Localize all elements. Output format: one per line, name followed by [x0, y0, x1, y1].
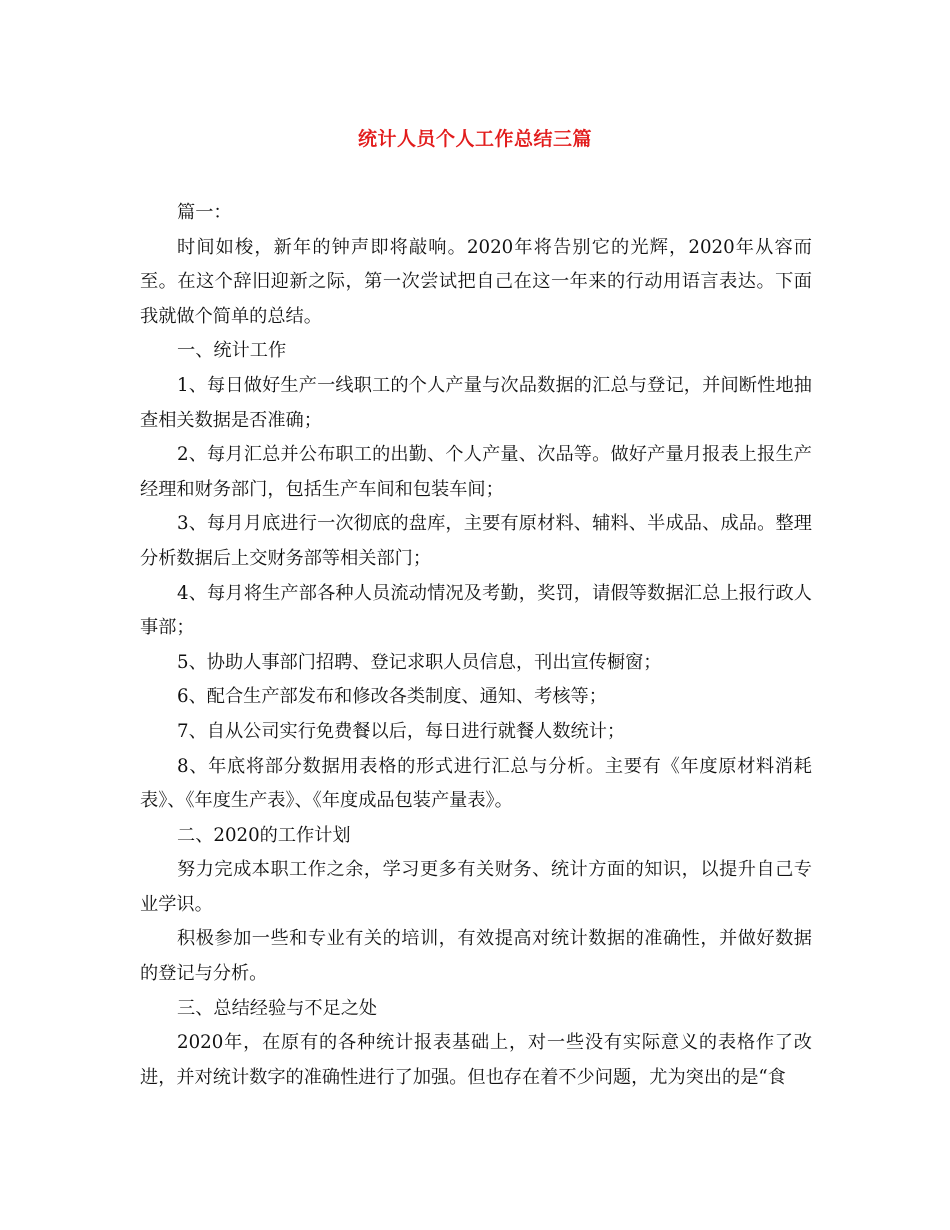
list-item: 4、每月将生产部各种人员流动情况及考勤，奖罚，请假等数据汇总上报行政人事部；	[140, 582, 812, 639]
list-item: 2、每月汇总并公布职工的出勤、个人产量、次品等。做好产量月报表上报生产经理和财务部门，包括生产车间和包装车间；	[140, 444, 812, 500]
paragraph: 2020年，在原有的各种统计报表基础上，对一些没有实际意义的表格作了改进，并对统计数字的准确性进行了加强。但也存在着不少问题，尤为突出的是“食	[140, 1032, 812, 1088]
list-item: 1、每日做好生产一线职工的个人产量与次品数据的汇总与登记，并间断性地抽查相关数据是否准确；	[140, 374, 812, 431]
list-item: 8、年底将部分数据用表格的形式进行汇总与分析。主要有《年度原材料消耗表》、《年度生产表》、《年度成品包装产量表》。	[140, 755, 812, 812]
section-heading: 三、总结经验与不足之处	[177, 997, 378, 1019]
paragraph: 努力完成本职工作之余，学习更多有关财务、统计方面的知识，以提升自己专业学识。	[140, 859, 812, 915]
section-heading: 二、2020的工作计划	[177, 824, 351, 846]
document-body	[140, 196, 812, 1095]
list-item: 3、每月月底进行一次彻底的盘库，主要有原材料、辅料、半成品、成品。整理分析数据后上交财务部等相关部门；	[140, 513, 812, 569]
section-heading: 一、统计工作	[177, 340, 287, 362]
paragraph: 篇一：	[177, 202, 232, 223]
paragraph: 时间如梭，新年的钟声即将敲响。2020年将告别它的光辉，2020年从容而至。在这个辞旧迎新之际，第一次尝试把自己在这一年来的行动用语言表达。下面我就做个简单的总结。	[140, 236, 812, 327]
list-item: 6、配合生产部发布和修改各类制度、通知、考核等；	[177, 686, 607, 708]
list-item: 7、自从公司实行免费餐以后，每日进行就餐人数统计；	[177, 720, 626, 742]
paragraph: 积极参加一些和专业有关的培训，有效提高对统计数据的准确性，并做好数据的登记与分析。	[140, 928, 812, 985]
list-item: 5、协助人事部门招聘、登记求职人员信息，刊出宣传橱窗；	[177, 651, 662, 673]
document-title: 统计人员个人工作总结三篇	[357, 128, 592, 150]
